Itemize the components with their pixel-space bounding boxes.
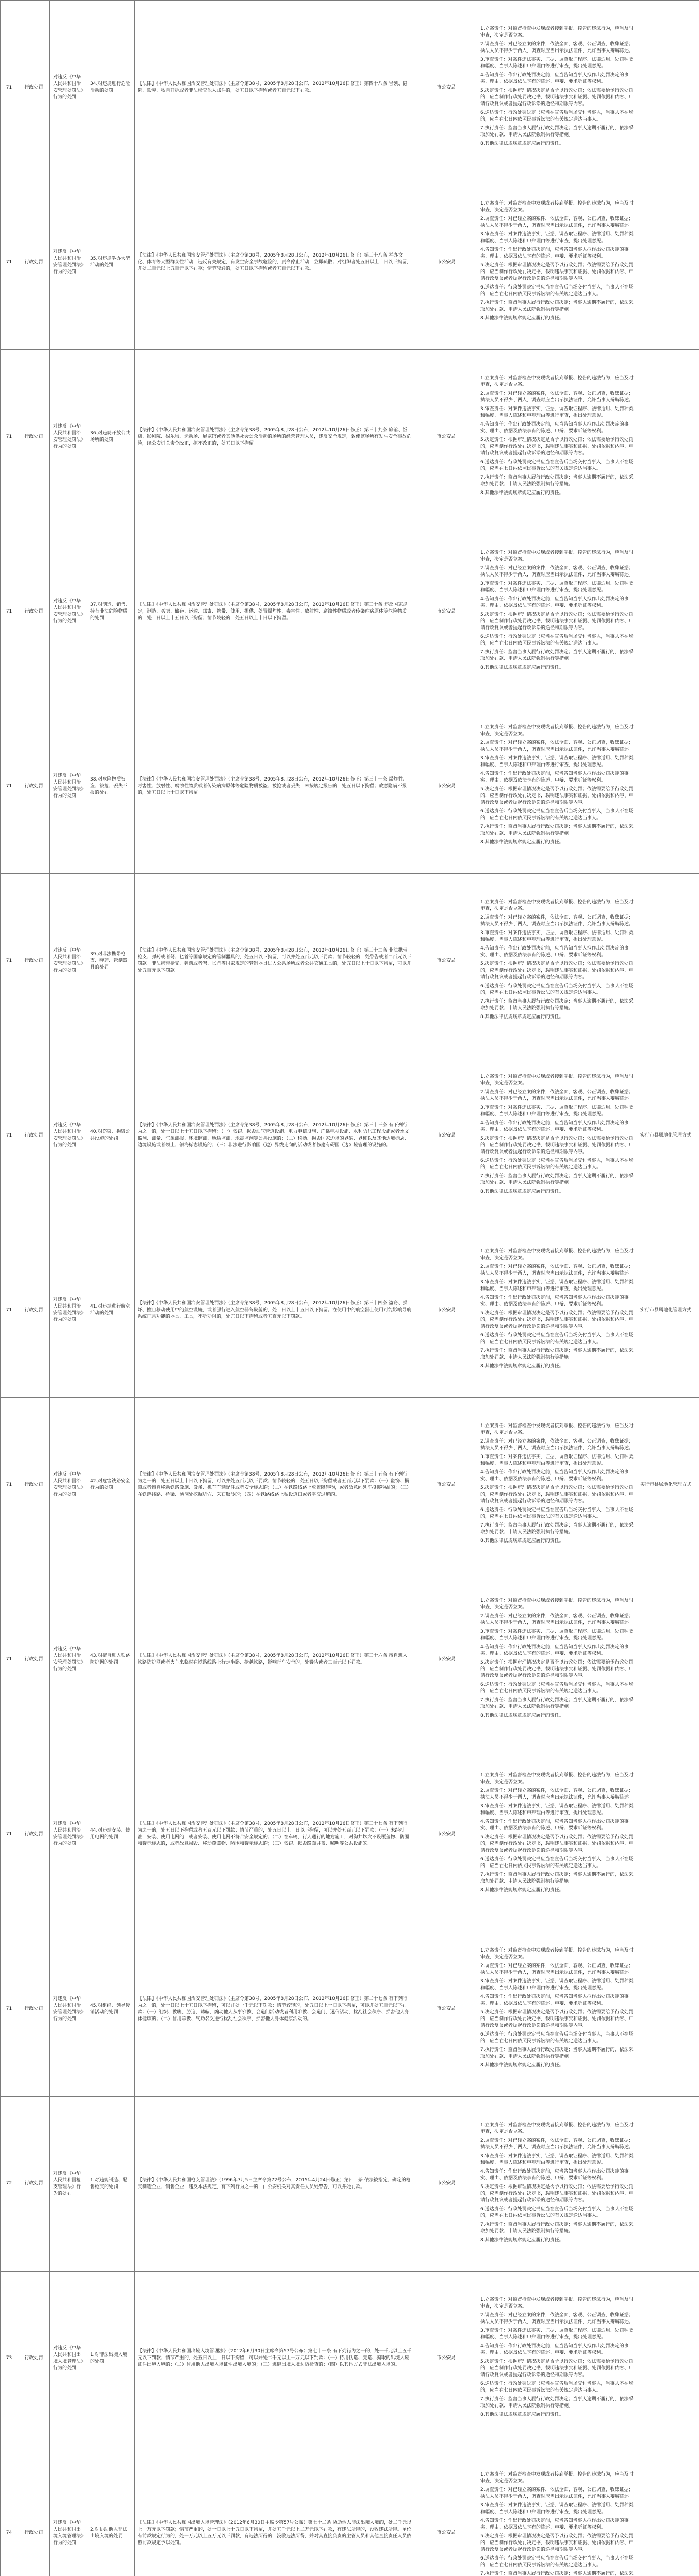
power-type: 行政处罚 xyxy=(18,350,50,524)
sub-item-name: 2.对协助他人非法出境入境的处罚 xyxy=(87,2446,135,2576)
duty-item: 4.告知责任：作出行政处罚决定前，应当告知当事人拟作出处罚决定的事实、理由、依据及依法享有的陈述、申辩、要求听证等权利。 xyxy=(480,422,629,434)
remarks xyxy=(637,1747,699,1922)
duty-item: 4.告知责任：作出行政处罚决定前，应当告知当事人拟作出处罚决定的事实、理由、依据及依法享有的陈述、申辩、要求听证等权利。 xyxy=(480,597,629,609)
duty-item: 2.调查责任：对已经立案的案件，依法全面、客观、公正调查，收集证据；执法人员不得少于两人，调查时应当出示执法证件，允许当事人辩解陈述。 xyxy=(480,1439,634,1451)
sub-item-name: 43.对擅自进入铁路防护网的处罚 xyxy=(87,1572,135,1747)
duty-list xyxy=(477,524,637,699)
duty-item: 3.审查责任：对案件违法事实、证据、调查取证程序、法律适用、处罚种类和幅度、当事人陈述和申辩理由等进行审查，提出处理意见。 xyxy=(480,1105,634,1117)
duty-item: 7.执行责任：监督当事人履行行政处罚决定；当事人逾期不履行的，依法采取加处罚款、申请人民法院强制执行等措施。 xyxy=(480,1872,634,1885)
duty-item: 3.审查责任：对案件违法事实、证据、调查取证程序、法律适用、处罚种类和幅度、当事人陈述和申辩理由等进行审查，提出处理意见。 xyxy=(480,930,634,943)
power-name: 对违反《中华人民共和国治安管理处罚法》行为的处罚 xyxy=(50,1398,87,1572)
row-number: 71 xyxy=(1,1922,18,2096)
duty-item: 1.立案责任：对监督检查中发现或者接到举报、控告的违法行为，应当及时审查，决定是否立案。 xyxy=(480,1773,634,1785)
duty-item: 3.审查责任：对案件违法事实、证据、调查取证程序、法律适用、处罚种类和幅度、当事人陈述和申辩理由等进行审查，提出处理意见。 xyxy=(480,2153,634,2165)
duty-item: 1.立案责任：对监督检查中发现或者接到举报、控告的违法行为，应当及时审查，决定是否立案。 xyxy=(480,376,634,388)
remarks xyxy=(637,2096,699,2271)
legal-basis: 【法律】《中华人民共和国治安管理处罚法》（主席令第38号，2005年8月28日公布，2012年10月26日修正）第三十六条 擅自进入铁路防护网或者火车来临时在铁路线路上行走坐卧、抢越铁路，影响行车安全的，处警告或者二百元以下罚款。 xyxy=(135,1572,415,1747)
duty-item: 1.立案责任：对监督检查中发现或者接到举报、控告的违法行为，应当及时审查，决定是否立案。 xyxy=(480,1249,634,1261)
duty-item: 3.审查责任：对案件违法事实、证据、调查取证程序、法律适用、处罚种类和幅度、当事人陈述和申辩理由等进行审查，提出处理意见。 xyxy=(480,57,634,70)
duty-item: 3.审查责任：对案件违法事实、证据、调查取证程序、法律适用、处罚种类和幅度、当事人陈述和申辩理由等进行审查，提出处理意见。 xyxy=(480,1280,634,1292)
duty-item: 5.决定责任：根据审理情况决定是否予以行政处罚；依法需要给予行政处罚的，应当制作行政处罚决定书，载明违法事实和证据、处罚依据和内容、申请行政复议或者提起行政诉讼的途径和期限等内容。 xyxy=(480,88,634,107)
table-row xyxy=(1,1223,699,1398)
legal-basis: 【法律】《中华人民共和国治安管理处罚法》（主席令第38号，2005年8月28日公布，2012年10月26日修正）第三十九条 旅馆、饭店、影剧院、娱乐场、运动场、展览馆或者其他供社会公众活动的场所的经营管理人员，违反安全规定，致使该场所有发生安全事故危险，经公安机关责令改正，拒不改正的，处五日以下拘留。 xyxy=(135,350,415,524)
duty-item: 6.送达责任：行政处罚决定书应当在宣告后当场交付当事人，当事人不在场的，应当在七日内依照民事诉讼法的有关规定送达当事人。 xyxy=(480,2031,634,2044)
sub-item-name: 37.对制造、销售、持有非法危险物质的处罚 xyxy=(87,524,135,699)
duty-list xyxy=(477,1572,637,1747)
table-body xyxy=(1,1,699,2576)
sub-item-name: 39.对非法携带枪支、弹药、管制器具的处罚 xyxy=(87,874,135,1048)
duty-item: 6.送达责任：行政处罚决定书应当在宣告后当场交付当事人，当事人不在场的，应当在七日内依照民事诉讼法的有关规定送达当事人。 xyxy=(480,1507,634,1520)
power-type: 行政处罚 xyxy=(18,699,50,874)
duty-item: 1.立案责任：对监督检查中发现或者接到举报、控告的违法行为，应当及时审查，决定是否立案。 xyxy=(480,2122,634,2134)
remarks xyxy=(637,350,699,524)
duty-item: 4.告知责任：作出行政处罚决定前，应当告知当事人拟作出处罚决定的事实、理由、依据及依法享有的陈述、申辩、要求听证等权利。 xyxy=(480,2518,629,2530)
implementing-dept: 市公安局 xyxy=(415,1398,477,1572)
sub-item-name: 35.对违规举办大型活动的处罚 xyxy=(87,175,135,350)
duty-list xyxy=(477,2271,637,2446)
legal-basis: 【法律】《中华人民共和国治安管理处罚法》（主席令第38号，2005年8月28日公布，2012年10月26日修正）第三十一条 爆炸性、毒害性、放射性、腐蚀性物质或者传染病病原体等危险物质被盗、被抢或者丢失，未按规定报告的，处五日以下拘留；故意隐瞒不报的，处五日以上十日以下拘留。 xyxy=(135,699,415,874)
duty-item: 6.送达责任：行政处罚决定书应当在宣告后当场交付当事人，当事人不在场的，应当在七日内依照民事诉讼法的有关规定送达当事人。 xyxy=(480,2206,634,2218)
power-type: 行政处罚 xyxy=(18,2096,50,2271)
sub-item-name: 34.对违规进行危险活动的处罚 xyxy=(87,1,135,175)
remarks: 实行市县属地化管理方式 xyxy=(637,1223,699,1398)
duty-item: 8.其他法律法规规章规定应履行的责任。 xyxy=(480,1713,564,1719)
legal-basis: 【法律】《中华人民共和国出境入境管理法》（2012年6月30日主席令第57号公布）第七十一条 有下列行为之一的，处一千元以上五千元以下罚款；情节严重的，处五日以上十日以下拘留，可以并处二千元以上一万元以下罚款：（一）持用伪造、变造、骗取的出境入境证件出境入境的；（二）冒用他人出境入境证件出境入境的；（三）逃避出境入境边防检查的；（四）以其他方式非法出境入境的。 xyxy=(135,2271,415,2446)
row-number: 71 xyxy=(1,524,18,699)
duty-item: 6.送达责任：行政处罚决定书应当在宣告后当场交付当事人，当事人不在场的，应当在七日内依照民事诉讼法的有关规定送达当事人。 xyxy=(480,460,634,472)
duty-list xyxy=(477,699,637,874)
duty-item: 6.送达责任：行政处罚决定书应当在宣告后当场交付当事人，当事人不在场的，应当在七日内依照民事诉讼法的有关规定送达当事人。 xyxy=(480,1857,634,1869)
duty-item: 6.送达责任：行政处罚决定书应当在宣告后当场交付当事人，当事人不在场的，应当在七日内依照民事诉讼法的有关规定送达当事人。 xyxy=(480,1333,634,1345)
duty-item: 2.调查责任：对已经立案的案件，依法全面、客观、公正调查，收集证据；执法人员不得少于两人，调查时应当出示执法证件，允许当事人辩解陈述。 xyxy=(480,42,634,54)
power-type: 行政处罚 xyxy=(18,874,50,1048)
duty-item: 5.决定责任：根据审理情况决定是否予以行政处罚；依法需要给予行政处罚的，应当制作行政处罚决定书，载明违法事实和证据、处罚依据和内容、申请行政复议或者提起行政诉讼的途径和期限等内容。 xyxy=(480,787,634,806)
row-number: 73 xyxy=(1,2271,18,2446)
duty-item: 7.执行责任：监督当事人履行行政处罚决定；当事人逾期不履行的，依法采取加处罚款、申请人民法院强制执行等措施。 xyxy=(480,650,634,662)
power-type: 行政处罚 xyxy=(18,2446,50,2576)
legal-basis: 【法律】《中华人民共和国治安管理处罚法》（主席令第38号，2005年8月28日公布，2012年10月26日修正）第三十二条 非法携带枪支、弹药或者弩、匕首等国家规定的管制器具的，处五日以下拘留，可以并处五百元以下罚款；情节较轻的，处警告或者二百元以下罚款。非法携带枪支、弹药或者弩、匕首等国家规定的管制器具进入公共场所或者公共交通工具的，处五日以上十日以下拘留，可以并处五百元以下罚款。 xyxy=(135,874,415,1048)
duty-item: 4.告知责任：作出行政处罚决定前，应当告知当事人拟作出处罚决定的事实、理由、依据及依法享有的陈述、申辩、要求听证等权利。 xyxy=(480,946,629,958)
remarks xyxy=(637,2446,699,2576)
row-number: 71 xyxy=(1,1048,18,1223)
row-number: 72 xyxy=(1,2096,18,2271)
implementing-dept: 市公安局 xyxy=(415,2271,477,2446)
row-number: 71 xyxy=(1,699,18,874)
duty-item: 2.调查责任：对已经立案的案件，依法全面、客观、公正调查，收集证据；执法人员不得少于两人，调查时应当出示执法证件，允许当事人辩解陈述。 xyxy=(480,391,634,403)
duty-item: 1.立案责任：对监督检查中发现或者接到举报、控告的违法行为，应当及时审查，决定是否立案。 xyxy=(480,201,634,213)
remarks: 实行市县属地化管理方式 xyxy=(637,1398,699,1572)
implementing-dept: 市公安局 xyxy=(415,1048,477,1223)
duty-item: 6.送达责任：行政处罚决定书应当在宣告后当场交付当事人，当事人不在场的，应当在七日内依照民事诉讼法的有关规定送达当事人。 xyxy=(480,984,634,996)
duty-item: 6.送达责任：行政处罚决定书应当在宣告后当场交付当事人，当事人不在场的，应当在七日内依照民事诉讼法的有关规定送达当事人。 xyxy=(480,634,634,647)
duty-item: 7.执行责任：监督当事人履行行政处罚决定；当事人逾期不履行的，依法采取加处罚款、申请人民法院强制执行等措施。 xyxy=(480,1698,634,1710)
duty-item: 1.立案责任：对监督检查中发现或者接到举报、控告的违法行为，应当及时审查，决定是否立案。 xyxy=(480,2297,634,2309)
implementing-dept: 市公安局 xyxy=(415,2096,477,2271)
power-type: 行政处罚 xyxy=(18,524,50,699)
power-name: 对违反《中华人民共和国治安管理处罚法》行为的处罚 xyxy=(50,1223,87,1398)
table-row xyxy=(1,699,699,874)
table-row xyxy=(1,1,699,175)
implementing-dept: 市公安局 xyxy=(415,874,477,1048)
duty-item: 1.立案责任：对监督检查中发现或者接到举报、控告的违法行为，应当及时审查，决定是否立案。 xyxy=(480,550,634,563)
sub-item-name: 44.对违规安装、使用电网的处罚 xyxy=(87,1747,135,1922)
implementing-dept: 市公安局 xyxy=(415,2446,477,2576)
duty-item: 8.其他法律法规规章规定应履行的责任。 xyxy=(480,1189,564,1195)
duty-item: 7.执行责任：监督当事人履行行政处罚决定；当事人逾期不履行的，依法采取加处罚款、申请人民法院强制执行等措施。 xyxy=(480,475,634,487)
duty-item: 8.其他法律法规规章规定应履行的责任。 xyxy=(480,1888,564,1893)
duty-item: 2.调查责任：对已经立案的案件，依法全面、客观、公正调查，收集证据；执法人员不得少于两人，调查时应当出示执法证件，允许当事人辩解陈述。 xyxy=(480,2312,634,2325)
row-number: 71 xyxy=(1,1398,18,1572)
row-number: 71 xyxy=(1,874,18,1048)
duty-item: 5.决定责任：根据审理情况决定是否予以行政处罚；依法需要给予行政处罚的，应当制作行政处罚决定书，载明违法事实和证据、处罚依据和内容、申请行政复议或者提起行政诉讼的途径和期限等内容。 xyxy=(480,2009,634,2028)
duty-item: 2.调查责任：对已经立案的案件，依法全面、客观、公正调查，收集证据；执法人员不得少于两人，调查时应当出示执法证件，允许当事人辩解陈述。 xyxy=(480,1963,634,1975)
duty-item: 7.执行责任：监督当事人履行行政处罚决定；当事人逾期不履行的，依法采取加处罚款、申请人民法院强制执行等措施。 xyxy=(480,2396,634,2409)
duty-list xyxy=(477,175,637,350)
duty-item: 6.送达责任：行政处罚决定书应当在宣告后当场交付当事人，当事人不在场的，应当在七日内依照民事诉讼法的有关规定送达当事人。 xyxy=(480,2381,634,2393)
duty-item: 8.其他法律法规规章规定应履行的责任。 xyxy=(480,840,564,845)
duty-item: 1.立案责任：对监督检查中发现或者接到举报、控告的违法行为，应当及时审查，决定是否立案。 xyxy=(480,1423,634,1436)
duty-item: 3.审查责任：对案件违法事实、证据、调查取证程序、法律适用、处罚种类和幅度、当事人陈述和申辩理由等进行审查，提出处理意见。 xyxy=(480,1629,634,1641)
implementing-dept: 市公安局 xyxy=(415,175,477,350)
duty-item: 3.审查责任：对案件违法事实、证据、调查取证程序、法律适用、处罚种类和幅度、当事人陈述和申辩理由等进行审查，提出处理意见。 xyxy=(480,581,634,594)
duty-item: 4.告知责任：作出行政处罚决定前，应当告知当事人拟作出处罚决定的事实、理由、依据及依法享有的陈述、申辩、要求听证等权利。 xyxy=(480,73,629,85)
duty-item: 8.其他法律法规规章规定应履行的责任。 xyxy=(480,1014,564,1020)
duty-item: 7.执行责任：监督当事人履行行政处罚决定；当事人逾期不履行的，依法采 xyxy=(480,2571,634,2576)
implementing-dept: 市公安局 xyxy=(415,1,477,175)
duty-item: 2.调查责任：对已经立案的案件，依法全面、客观、公正调查，收集证据；执法人员不得少于两人，调查时应当出示执法证件，允许当事人辩解陈述。 xyxy=(480,1264,634,1277)
table-row xyxy=(1,1922,699,2096)
duty-item: 1.立案责任：对监督检查中发现或者接到举报、控告的违法行为，应当及时审查，决定是否立案。 xyxy=(480,1598,634,1611)
power-name: 对违反《中华人民共和国治安管理处罚法》行为的处罚 xyxy=(50,175,87,350)
table-row xyxy=(1,1747,699,1922)
duty-item: 6.送达责任：行政处罚决定书应当在宣告后当场交付当事人，当事人不在场的，应当在七日内依照民事诉讼法的有关规定送达当事人。 xyxy=(480,110,634,123)
duty-item: 3.审查责任：对案件违法事实、证据、调查取证程序、法律适用、处罚种类和幅度、当事人陈述和申辩理由等进行审查，提出处理意见。 xyxy=(480,1454,634,1467)
remarks xyxy=(637,1922,699,2096)
duty-item: 1.立案责任：对监督检查中发现或者接到举报、控告的违法行为，应当及时审查，决定是否立案。 xyxy=(480,725,634,737)
table-row xyxy=(1,2446,699,2576)
duty-item: 6.送达责任：行政处罚决定书应当在宣告后当场交付当事人，当事人不在场的，应当在七日内依照民事诉讼法的有关规定送达当事人。 xyxy=(480,1158,634,1171)
implementing-dept: 市公安局 xyxy=(415,1572,477,1747)
duty-item: 8.其他法律法规规章规定应履行的责任。 xyxy=(480,665,564,671)
duty-list xyxy=(477,2096,637,2271)
implementing-dept: 市公安局 xyxy=(415,1922,477,2096)
power-name: 对违反《中华人民共和国治安管理处罚法》行为的处罚 xyxy=(50,874,87,1048)
power-name: 对违反《中华人民共和国出境入境管理法》行为的处罚 xyxy=(50,2446,87,2576)
table-row xyxy=(1,2096,699,2271)
duty-item: 4.告知责任：作出行政处罚决定前，应当告知当事人拟作出处罚决定的事实、理由、依据及依法享有的陈述、申辩、要求听证等权利。 xyxy=(480,1470,629,1482)
duty-item: 2.调查责任：对已经立案的案件，依法全面、客观、公正调查，收集证据；执法人员不得少于两人，调查时应当出示执法证件，允许当事人辩解陈述。 xyxy=(480,2487,634,2499)
duty-item: 3.审查责任：对案件违法事实、证据、调查取证程序、法律适用、处罚种类和幅度、当事人陈述和申辩理由等进行审查，提出处理意见。 xyxy=(480,2502,634,2515)
duty-item: 8.其他法律法规规章规定应履行的责任。 xyxy=(480,2412,564,2417)
duty-item: 8.其他法律法规规章规定应履行的责任。 xyxy=(480,1364,564,1369)
table-row xyxy=(1,175,699,350)
duty-item: 6.送达责任：行政处罚决定书应当在宣告后当场交付当事人，当事人不在场的，应当在七日内依照民事诉讼法的有关规定送达当事人。 xyxy=(480,809,634,821)
remarks xyxy=(637,874,699,1048)
duty-item: 6.送达责任：行政处罚决定书应当在宣告后当场交付当事人，当事人不在场的，应当在七日内依照民事诉讼法的有关规定送达当事人。 xyxy=(480,2555,634,2568)
duty-item: 4.告知责任：作出行政处罚决定前，应当告知当事人拟作出处罚决定的事实、理由、依据及依法享有的陈述、申辩、要求听证等权利。 xyxy=(480,1819,629,1832)
sub-item-name: 36.对违规开放公共场所的处罚 xyxy=(87,350,135,524)
sub-item-name: 40.对盗窃、损毁公共设施的处罚 xyxy=(87,1048,135,1223)
duty-item: 7.执行责任：监督当事人履行行政处罚决定；当事人逾期不履行的，依法采取加处罚款、申请人民法院强制执行等措施。 xyxy=(480,1348,634,1361)
row-number: 71 xyxy=(1,1747,18,1922)
duty-item: 3.审查责任：对案件违法事实、证据、调查取证程序、法律适用、处罚种类和幅度、当事人陈述和申辩理由等进行审查，提出处理意见。 xyxy=(480,1978,634,1991)
power-type: 行政处罚 xyxy=(18,1,50,175)
remarks xyxy=(637,2271,699,2446)
remarks: 实行市县属地化管理方式 xyxy=(637,1048,699,1223)
power-name: 对违反《中华人民共和国治安管理处罚法》行为的处罚 xyxy=(50,524,87,699)
duty-item: 2.调查责任：对已经立案的案件，依法全面、客观、公正调查，收集证据；执法人员不得少于两人，调查时应当出示执法证件，允许当事人辩解陈述。 xyxy=(480,2138,634,2150)
duty-item: 4.告知责任：作出行政处罚决定前，应当告知当事人拟作出处罚决定的事实、理由、依据及依法享有的陈述、申辩、要求听证等权利。 xyxy=(480,771,629,784)
row-number: 71 xyxy=(1,1,18,175)
duty-item: 7.执行责任：监督当事人履行行政处罚决定；当事人逾期不履行的，依法采取加处罚款、申请人民法院强制执行等措施。 xyxy=(480,1174,634,1186)
power-type: 行政处罚 xyxy=(18,2271,50,2446)
implementing-dept: 市公安局 xyxy=(415,350,477,524)
duty-item: 3.审查责任：对案件违法事实、证据、调查取证程序、法律适用、处罚种类和幅度、当事人陈述和申辩理由等进行审查，提出处理意见。 xyxy=(480,406,634,419)
duty-item: 3.审查责任：对案件违法事实、证据、调查取证程序、法律适用、处罚种类和幅度、当事人陈述和申辩理由等进行审查，提出处理意见。 xyxy=(480,756,634,768)
duty-item: 5.决定责任：根据审理情况决定是否予以行政处罚；依法需要给予行政处罚的，应当制作行政处罚决定书，载明违法事实和证据、处罚依据和内容、申请行政复议或者提起行政诉讼的途径和期限等内容。 xyxy=(480,2184,634,2203)
duty-item: 5.决定责任：根据审理情况决定是否予以行政处罚；依法需要给予行政处罚的，应当制作行政处罚决定书，载明违法事实和证据、处罚依据和内容、申请行政复议或者提起行政诉讼的途径和期限等内容。 xyxy=(480,1485,634,1504)
duty-item: 1.立案责任：对监督检查中发现或者接到举报、控告的违法行为，应当及时审查，决定是否立案。 xyxy=(480,26,634,39)
table-row xyxy=(1,524,699,699)
duty-item: 3.审查责任：对案件违法事实、证据、调查取证程序、法律适用、处罚种类和幅度、当事人陈述和申辩理由等进行审查，提出处理意见。 xyxy=(480,2328,634,2340)
duty-item: 8.其他法律法规规章规定应履行的责任。 xyxy=(480,2062,564,2068)
duty-item: 3.审查责任：对案件违法事实、证据、调查取证程序、法律适用、处罚种类和幅度、当事人陈述和申辩理由等进行审查，提出处理意见。 xyxy=(480,232,634,244)
duty-item: 4.告知责任：作出行政处罚决定前，应当告知当事人拟作出处罚决定的事实、理由、依据及依法享有的陈述、申辩、要求听证等权利。 xyxy=(480,1645,629,1657)
power-type: 行政处罚 xyxy=(18,1747,50,1922)
sub-item-name: 41.对违规进行航空活动的处罚 xyxy=(87,1223,135,1398)
duty-item: 5.决定责任：根据审理情况决定是否予以行政处罚；依法需要给予行政处罚的，应当制作行政处罚决定书，载明违法事实和证据、处罚依据和内容、申请行政复议或者提起行政诉讼的途径和期限等内容。 xyxy=(480,2533,634,2552)
power-name: 对违反《中华人民共和国出境入境管理法》行为的处罚 xyxy=(50,2271,87,2446)
duty-item: 2.调查责任：对已经立案的案件，依法全面、客观、公正调查，收集证据；执法人员不得少于两人，调查时应当出示执法证件，允许当事人辩解陈述。 xyxy=(480,1090,634,1102)
duty-item: 2.调查责任：对已经立案的案件，依法全面、客观、公正调查，收集证据；执法人员不得少于两人，调查时应当出示执法证件，允许当事人辩解陈述。 xyxy=(480,566,634,578)
duty-item: 5.决定责任：根据审理情况决定是否予以行政处罚；依法需要给予行政处罚的，应当制作行政处罚决定书，载明违法事实和证据、处罚依据和内容、申请行政复议或者提起行政诉讼的途径和期限等内容。 xyxy=(480,1660,634,1679)
duty-item: 2.调查责任：对已经立案的案件，依法全面、客观、公正调查，收集证据；执法人员不得少于两人，调查时应当出示执法证件，允许当事人辩解陈述。 xyxy=(480,740,634,753)
table-row xyxy=(1,2271,699,2446)
legal-basis: 【法律】《中华人民共和国治安管理处罚法》（主席令第38号，2005年8月28日公布，2012年10月26日修正）第三十七条 有下列行为之一的，处五日以下拘留或者五百元以下罚款；情节严重的，处五日以上十日以下拘留，可以并处五百元以下罚款：（一）未经批准，安装、使用电网的，或者安装、使用电网不符合安全规定的；（二）在车辆、行人通行的地方施工，对沟井坎穴不设覆盖物、防围和警示标志的，或者故意损毁、移动覆盖物、防围和警示标志的；（三）盗窃、损毁路面井盖、照明等公共设施的。 xyxy=(135,1747,415,1922)
table-row xyxy=(1,1572,699,1747)
duty-item: 8.其他法律法规规章规定应履行的责任。 xyxy=(480,1538,564,1544)
duty-item: 1.立案责任：对监督检查中发现或者接到举报、控告的违法行为，应当及时审查，决定是否立案。 xyxy=(480,1947,634,1960)
duty-list xyxy=(477,350,637,524)
power-name: 对违反《中华人民共和国治安管理处罚法》行为的处罚 xyxy=(50,350,87,524)
implementing-dept: 市公安局 xyxy=(415,524,477,699)
row-number: 74 xyxy=(1,2446,18,2576)
legal-basis: 【法律】《中华人民共和国治安管理处罚法》（主席令第38号，2005年8月28日公布，2012年10月26日修正）第三十条 违反国家规定，制造、买卖、储存、运输、邮寄、携带、使用、提供、处置爆炸性、毒害性、放射性、腐蚀性物质或者传染病病原体等危险物质的，处十日以上十五日以下拘留；情节较轻的，处五日以上十日以下拘留。 xyxy=(135,524,415,699)
duty-list xyxy=(477,2446,637,2576)
row-number: 71 xyxy=(1,1572,18,1747)
duty-list xyxy=(477,1223,637,1398)
legal-basis: 【法律】《中华人民共和国治安管理处罚法》（主席令第38号，2005年8月28日公布，2012年10月26日修正）第三十五条 有下列行为之一的，处五日以上十日以下拘留，可以并处五百元以下罚款；情节较轻的，处五日以下拘留或者五百元以下罚款：（一）盗窃、损毁或者擅自移动铁路设施、设备、机车车辆配件或者安全标志的；（二）在铁路线路上放置障碍物，或者故意向列车投掷物品的；（三）在铁路线路、桥梁、涵洞处挖掘坑穴、采石取沙的；（四）在铁路线路上私设道口或者平交过道的。 xyxy=(135,1398,415,1572)
remarks xyxy=(637,175,699,350)
duty-item: 5.决定责任：根据审理情况决定是否予以行政处罚；依法需要给予行政处罚的，应当制作行政处罚决定书，载明违法事实和证据、处罚依据和内容、申请行政复议或者提起行政诉讼的途径和期限等内容。 xyxy=(480,263,634,282)
duty-item: 7.执行责任：监督当事人履行行政处罚决定；当事人逾期不履行的，依法采取加处罚款、申请人民法院强制执行等措施。 xyxy=(480,1523,634,1535)
sub-item-name: 1.对违规制造、配售枪支的处罚 xyxy=(87,2096,135,2271)
legal-basis: 【法律】《中华人民共和国治安管理处罚法》（主席令第38号，2005年8月28日公布，2012年10月26日修正）第四十八条 冒领、隐匿、毁弃、私自开拆或者非法检查他人邮件的，处五日以下拘留或者五百元以下罚款。 xyxy=(135,1,415,175)
duty-item: 1.立案责任：对监督检查中发现或者接到举报、控告的违法行为，应当及时审查，决定是否立案。 xyxy=(480,900,634,912)
power-type: 行政处罚 xyxy=(18,1572,50,1747)
legal-basis: 【法律】《中华人民共和国枪支管理法》（1996年7月5日主席令第72号公布，2015年4月24日修正）第四十条 依法被指定、确定的枪支制造企业、销售企业，违反本法规定，有下列行为之一的，由公安机关对其责任人员处警告，可以并处罚款。 xyxy=(135,2096,415,2271)
power-name: 对违反《中华人民共和国治安管理处罚法》行为的处罚 xyxy=(50,699,87,874)
duty-item: 7.执行责任：监督当事人履行行政处罚决定；当事人逾期不履行的，依法采取加处罚款、申请人民法院强制执行等措施。 xyxy=(480,2222,634,2234)
duty-item: 8.其他法律法规规章规定应履行的责任。 xyxy=(480,316,564,321)
duty-item: 5.决定责任：根据审理情况决定是否予以行政处罚；依法需要给予行政处罚的，应当制作行政处罚决定书，载明违法事实和证据、处罚依据和内容、申请行政复议或者提起行政诉讼的途径和期限等内容。 xyxy=(480,2359,634,2378)
power-name: 对违反《中华人民共和国治安管理处罚法》行为的处罚 xyxy=(50,1572,87,1747)
row-number: 71 xyxy=(1,175,18,350)
power-name: 对违反《中华人民共和国枪支管理法》行为的处罚 xyxy=(50,2096,87,2271)
duty-item: 2.调查责任：对已经立案的案件，依法全面、客观、公正调查，收集证据；执法人员不得少于两人，调查时应当出示执法证件，允许当事人辩解陈述。 xyxy=(480,1614,634,1626)
legal-basis: 【法律】《中华人民共和国治安管理处罚法》（主席令第38号，2005年8月28日公布，2012年10月26日修正）第三十三条 有下列行为之一的，处十日以上十五日以下拘留：（一）盗窃、损毁油气管道设施、电力电信设施、广播电视设施、水利防汛工程设施或者水文监测、测量、气象测报、环境监测、地质监测、地震监测等公共设施的；（二）移动、损毁国家边境的界碑、界桩以及其他边境标志、边境设施或者领土、领海标志设施的；（三）非法进行影响国（边）界线走向的活动或者修建有碍国（边）境管理的设施的。 xyxy=(135,1048,415,1223)
duty-item: 4.告知责任：作出行政处罚决定前，应当告知当事人拟作出处罚决定的事实、理由、依据及依法享有的陈述、申辩、要求听证等权利。 xyxy=(480,2168,629,2181)
duty-item: 7.执行责任：监督当事人履行行政处罚决定；当事人逾期不履行的，依法采取加处罚款、申请人民法院强制执行等措施。 xyxy=(480,126,634,138)
duty-item: 2.调查责任：对已经立案的案件，依法全面、客观、公正调查，收集证据；执法人员不得少于两人，调查时应当出示执法证件，允许当事人辩解陈述。 xyxy=(480,915,634,927)
duty-item: 6.送达责任：行政处罚决定书应当在宣告后当场交付当事人，当事人不在场的，应当在七日内依照民事诉讼法的有关规定送达当事人。 xyxy=(480,285,634,297)
row-number: 71 xyxy=(1,1223,18,1398)
duty-item: 8.其他法律法规规章规定应履行的责任。 xyxy=(480,490,564,496)
duty-item: 2.调查责任：对已经立案的案件，依法全面、客观、公正调查，收集证据；执法人员不得少于两人，调查时应当出示执法证件，允许当事人辩解陈述。 xyxy=(480,216,634,229)
duty-item: 5.决定责任：根据审理情况决定是否予以行政处罚；依法需要给予行政处罚的，应当制作行政处罚决定书，载明违法事实和证据、处罚依据和内容、申请行政复议或者提起行政诉讼的途径和期限等内容。 xyxy=(480,1136,634,1155)
implementing-dept: 市公安局 xyxy=(415,699,477,874)
duty-item: 5.决定责任：根据审理情况决定是否予以行政处罚；依法需要给予行政处罚的，应当制作行政处罚决定书，载明违法事实和证据、处罚依据和内容、申请行政复议或者提起行政诉讼的途径和期限等内容。 xyxy=(480,1835,634,1854)
table-row xyxy=(1,1048,699,1223)
power-type: 行政处罚 xyxy=(18,1398,50,1572)
duty-item: 3.审查责任：对案件违法事实、证据、调查取证程序、法律适用、处罚种类和幅度、当事人陈述和申辩理由等进行审查，提出处理意见。 xyxy=(480,1804,634,1816)
duty-item: 4.告知责任：作出行政处罚决定前，应当告知当事人拟作出处罚决定的事实、理由、依据及依法享有的陈述、申辩、要求听证等权利。 xyxy=(480,1121,629,1133)
implementing-dept: 市公安局 xyxy=(415,1223,477,1398)
table-row xyxy=(1,1398,699,1572)
duty-item: 4.告知责任：作出行政处罚决定前，应当告知当事人拟作出处罚决定的事实、理由、依据及依法享有的陈述、申辩、要求听证等权利。 xyxy=(480,1295,629,1308)
duty-list xyxy=(477,1,637,175)
duty-item: 5.决定责任：根据审理情况决定是否予以行政处罚；依法需要给予行政处罚的，应当制作行政处罚决定书，载明违法事实和证据、处罚依据和内容、申请行政复议或者提起行政诉讼的途径和期限等内容。 xyxy=(480,1311,634,1330)
sub-item-name: 1.对非法出境入境的处罚 xyxy=(87,2271,135,2446)
table-row xyxy=(1,874,699,1048)
duty-item: 6.送达责任：行政处罚决定书应当在宣告后当场交付当事人，当事人不在场的，应当在七日内依照民事诉讼法的有关规定送达当事人。 xyxy=(480,1682,634,1694)
duty-item: 7.执行责任：监督当事人履行行政处罚决定；当事人逾期不履行的，依法采取加处罚款、申请人民法院强制执行等措施。 xyxy=(480,300,634,313)
row-number: 71 xyxy=(1,350,18,524)
remarks xyxy=(637,524,699,699)
remarks xyxy=(637,699,699,874)
duty-list xyxy=(477,1747,637,1922)
duty-item: 4.告知责任：作出行政处罚决定前，应当告知当事人拟作出处罚决定的事实、理由、依据及依法享有的陈述、申辩、要求听证等权利。 xyxy=(480,2343,629,2355)
legal-basis: 【法律】《中华人民共和国出境入境管理法》（2012年6月30日主席令第57号公布）第七十二条 协助他人非法出境入境的，处二千元以上一万元以下罚款；情节严重的，处十日以上十五日以下拘留，并处五千元以上二万元以下罚款，有违法所得的，没收违法所得。单位有前款规定行为的，处一万元以上五万元以下罚款，有违法所得的，没收违法所得，并对其直接负责的主管人员和其他直接责任人员依照前款规定予以处罚。 xyxy=(135,2446,415,2576)
duty-item: 4.告知责任：作出行政处罚决定前，应当告知当事人拟作出处罚决定的事实、理由、依据及依法享有的陈述、申辩、要求听证等权利。 xyxy=(480,1994,629,2006)
duty-list xyxy=(477,1922,637,2096)
power-type: 行政处罚 xyxy=(18,1922,50,2096)
duty-item: 2.调查责任：对已经立案的案件，依法全面、客观、公正调查，收集证据；执法人员不得少于两人，调查时应当出示执法证件，允许当事人辩解陈述。 xyxy=(480,1788,634,1801)
duty-item: 4.告知责任：作出行政处罚决定前，应当告知当事人拟作出处罚决定的事实、理由、依据及依法享有的陈述、申辩、要求听证等权利。 xyxy=(480,247,629,260)
duty-item: 1.立案责任：对监督检查中发现或者接到举报、控告的违法行为，应当及时审查，决定是否立案。 xyxy=(480,2471,634,2484)
duty-item: 7.执行责任：监督当事人履行行政处罚决定；当事人逾期不履行的，依法采取加处罚款、申请人民法院强制执行等措施。 xyxy=(480,824,634,837)
duty-item: 5.决定责任：根据审理情况决定是否予以行政处罚；依法需要给予行政处罚的，应当制作行政处罚决定书，载明违法事实和证据、处罚依据和内容、申请行政复议或者提起行政诉讼的途径和期限等内容。 xyxy=(480,961,634,980)
power-type: 行政处罚 xyxy=(18,1223,50,1398)
sub-item-name: 45.对组织、领导传销活动的处罚 xyxy=(87,1922,135,2096)
duty-item: 7.执行责任：监督当事人履行行政处罚决定；当事人逾期不履行的，依法采取加处罚款、申请人民法院强制执行等措施。 xyxy=(480,2047,634,2059)
power-type: 行政处罚 xyxy=(18,1048,50,1223)
duty-item: 8.其他法律法规规章规定应履行的责任。 xyxy=(480,2237,564,2243)
duty-item: 7.执行责任：监督当事人履行行政处罚决定；当事人逾期不履行的，依法采取加处罚款、申请人民法院强制执行等措施。 xyxy=(480,999,634,1011)
duty-list xyxy=(477,1048,637,1223)
duty-item: 8.其他法律法规规章规定应履行的责任。 xyxy=(480,141,564,147)
legal-basis: 【法律】《中华人民共和国治安管理处罚法》（主席令第38号，2005年8月28日公布，2012年10月26日修正）第二十七条 有下列行为之一的，处十日以上十五日以下拘留，可以并处一千元以下罚款；情节较轻的，处五日以上十日以下拘留，可以并处五百元以下罚款：（一）组织、教唆、胁迫、诱骗、煽动他人从事邪教、会道门活动或者利用邪教、会道门、迷信活动，扰乱社会秩序、损害他人身体健康的；（二）冒用宗教、气功名义进行扰乱社会秩序、损害他人身体健康活动的。 xyxy=(135,1922,415,2096)
remarks xyxy=(637,1,699,175)
remarks xyxy=(637,1572,699,1747)
power-name: 对违反《中华人民共和国治安管理处罚法》行为的处罚 xyxy=(50,1922,87,2096)
legal-basis: 【法律】《中华人民共和国治安管理处罚法》（主席令第38号，2005年8月28日公布，2012年10月26日修正）第三十四条 盗窃、损坏、擅自移动使用中的航空设施，或者强行进入航空器驾驶舱的，处十日以上十五日以下拘留。在使用中的航空器上使用可能影响导航系统正常功能的器具、工具，不听劝阻的，处五日以下拘留或者五百元以下罚款。 xyxy=(135,1223,415,1398)
duty-list xyxy=(477,874,637,1048)
power-name: 对违反《中华人民共和国治安管理处罚法》行为的处罚 xyxy=(50,1048,87,1223)
sub-item-name: 42.对危害铁路安全行为的处罚 xyxy=(87,1398,135,1572)
duty-list xyxy=(477,1398,637,1572)
duty-item: 5.决定责任：根据审理情况决定是否予以行政处罚；依法需要给予行政处罚的，应当制作行政处罚决定书，载明违法事实和证据、处罚依据和内容、申请行政复议或者提起行政诉讼的途径和期限等内容。 xyxy=(480,437,634,456)
power-name: 对违反《中华人民共和国治安管理处罚法》行为的处罚 xyxy=(50,1747,87,1922)
sub-item-name: 38.对危险物质被盗、被抢、丢失不报的处罚 xyxy=(87,699,135,874)
duty-item: 5.决定责任：根据审理情况决定是否予以行政处罚；依法需要给予行政处罚的，应当制作行政处罚决定书，载明违法事实和证据、处罚依据和内容、申请行政复议或者提起行政诉讼的途径和期限等内容。 xyxy=(480,612,634,631)
implementing-dept: 市公安局 xyxy=(415,1747,477,1922)
power-name: 对违反《中华人民共和国治安管理处罚法》行为的处罚 xyxy=(50,1,87,175)
table-row xyxy=(1,350,699,524)
power-type: 行政处罚 xyxy=(18,175,50,350)
legal-basis: 【法律】《中华人民共和国治安管理处罚法》（主席令第38号，2005年8月28日公布，2012年10月26日修正）第三十八条 举办文化、体育等大型群众性活动，违反有关规定，有发生安全事故危险的，责令停止活动，立即疏散；对组织者处五日以上十日以下拘留，并处二百元以上五百元以下罚款；情节较轻的，处五日以下拘留或者五百元以下罚款。 xyxy=(135,175,415,350)
duty-item: 1.立案责任：对监督检查中发现或者接到举报、控告的违法行为，应当及时审查，决定是否立案。 xyxy=(480,1074,634,1087)
